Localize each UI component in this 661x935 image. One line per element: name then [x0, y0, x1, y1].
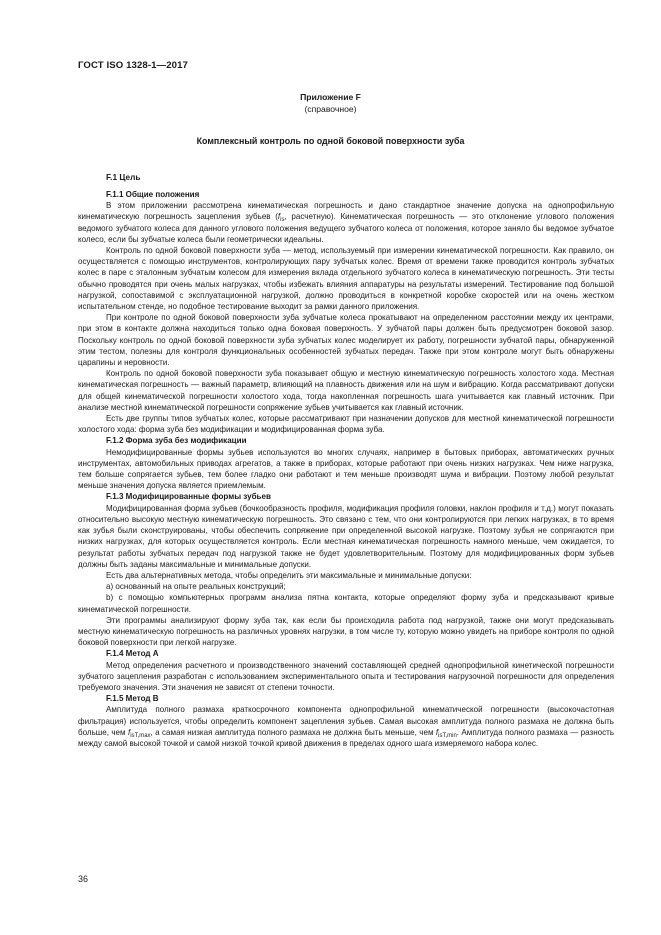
paragraph-f11-3: При контроле по одной боковой поверхности зуба зубчатые колеса прокатывают на определенном расстоянии между их центрами, при этом в контакте должна находиться только одна боковая поверхность. У зубчатой пары должен быть предусмотрен боковой зазор. Поскольку контроль по одной боковой поверхности зуба зубчатых колес моделирует их работу, погрешности зубчатой пары, обнаруженной этим тестом, полезны для контроля функциональных особенностей зубчатых передач. Также при этом контроле могут быть обнаружены царапины и неровности.: [78, 313, 614, 368]
subsection-heading-f11: F.1.1 Общие положения: [106, 190, 200, 199]
paragraph-f11-1: В этом приложении рассмотрена кинематическая погрешность и дано стандартное значение допуска на однопрофильную кинематическую погрешность зацепления зубьев ($f_{is}$, расчетную). Кинематическая погрешность — это отклонение углового положения ведомого зубчатого колеса для данного углового положения ведущего зубчатого колеса от положения, которое заняло бы ведомое зубчатое колесо, если бы зубчатые колеса были геометрически идеальны.: [78, 201, 614, 244]
standard-designation: ГОСТ ISO 1328-1—2017: [78, 60, 188, 71]
subsection-heading-f12: F.1.2 Форма зуба без модификации: [106, 436, 247, 446]
paragraph-f13-1: Модифицированная форма зубьев (бочкообразность профиля, модификация профиля головки, наклон профиля и т.д.) могут показать относительно высокую местную кинематическую погрешность. Это связано с тем, что они контролируются при легких нагрузках, в то время как зубья были сконструированы, чтобы обеспечить сопряжение при определенной высокой нагрузке. Поэтому зубья не сопрягаются при низких нагрузках, для которых осуществляется контроль. Если местная кинематическая погрешность намного меньше, чем ожидается, то результат работы зубчатых передач под нагрузкой также не будет удовлетворительным. Поэтому для модифицированных форм зубьев должны быть заданы максимальные и минимальные допуски.: [78, 503, 614, 569]
paragraph-f11-5: Есть две группы типов зубчатых колес, которые рассматривают при назначении допусков для местной кинематической погрешности холостого хода: форма зуба без модификации и модифицированная форма зуба.: [78, 414, 614, 435]
section-heading-f1: F.1 Цель: [106, 172, 141, 182]
subsection-heading-f13: F.1.3 Модифицированные формы зубьев: [106, 492, 271, 502]
paragraph-f15-1: Амплитуда полного размаха краткосрочного компонента однопрофильной кинематической погрешности (высокочастотная фильтрация) используется, чтобы определить компонент зацепления зубьев. Самая высокая амплитуда полного размаха не должна быть больше, чем $f_{isT,max}$, а самая низкая амплитуда полного размаха не должна быть меньше, чем $f_{isT,min}$. Амплитуда полного размаха — разность между самой высокой точкой и самой низкой точкой кривой движения в пределах одного шага измеряемого набора колес.: [78, 705, 615, 748]
paragraph-f12-1: Немодифицированные формы зубьев используются во многих случаях, например в бытовых приборах, автоматических ручных инструментах, автомобильных приводах агрегатов, а также в приборах, которые работают при очень низких нагрузках. Чем ниже нагрузка, тем больше сопрягается зубьев, тем более гладко они работают и тем меньше производят шума и вибрации. Поэтому любой результат меньше значения допуска является приемлемым.: [78, 447, 614, 491]
annex-subtitle: (справочное): [304, 104, 357, 114]
page-number: 36: [78, 874, 89, 884]
annex-title: Приложение F: [300, 92, 361, 102]
subsection-heading-f15: F.1.5 Метод В: [106, 694, 159, 704]
paragraph-f11-2: Контроль по одной боковой поверхности зуба — метод, используемый при измерении кинематической погрешности. Как правило, он осуществляется с помощью инструментов, контролирующих пару зубчатых колес. Время от времени также проводится контроль зубчатых колес в паре с эталонным зубчатым колесом для измерения вклада отдельного зубчатого колеса в кинематическую погрешность. Эти тесты обычно проводятся при очень малых нагрузках, чтобы избежать влияния аппаратуры на результаты измерений. Тестирование под большой нагрузкой, сопоставимой с эксплуатационной нагрузкой, должно проводиться в конкретной коробке скоростей или на очень жестком испытательном стенде, но подобное тестирование выходит за рамки данного приложения.: [78, 246, 614, 312]
paragraph-f14-1: Метод определения расчетного и производственного значений составляющей средней однопрофильной кинетической погрешности зубчатого зацепления разработан с использованием экспериментального опыта и тестирования нагрузочной погрешности для определения требуемого значения. Эти значения не зависят от степени точности.: [78, 660, 614, 692]
subsection-heading-f14: F.1.4 Метод А: [106, 649, 159, 659]
list-item-b: b) с помощью компьютерных программ анализа пятна контакта, которые определяют форму зуба и предсказывают кривые кинематической погрешности.: [78, 593, 614, 614]
paragraph-f13-2: Есть два альтернативных метода, чтобы определить эти максимальные и минимальные допуски:: [106, 570, 472, 580]
document-title: Комплексный контроль по одной боковой поверхности зуба: [196, 136, 465, 146]
paragraph-f11-4: Контроль по одной боковой поверхности зуба показывает общую и местную кинематическую погрешность холостого хода. Местная кинематическая погрешность — важный параметр, влияющий на плавность движения или на шум и вибрацию. Когда рассматривают допуски для общей кинематической погрешности холостого хода, тогда накопленная погрешность шага учитывается как главный источник. При анализе местной кинематической погрешности сопряжение зубьев учитывается как главный источник.: [78, 369, 614, 412]
body-text: [78, 189, 614, 749]
symbol-f-max: f: [127, 727, 131, 737]
symbol-f-min: f: [435, 727, 439, 737]
paragraph-f13-3: Эти программы анализируют форму зуба так, как если бы происходила работа под нагрузкой, также они могут предсказывать местную кинематическую погрешность на различных уровнях нагрузки, в том числе ту, которую можно увидеть на приборе контроля по одной боковой поверхности при легкой нагрузке.: [78, 615, 614, 648]
list-item-a: a) основанный на опыте реальных конструкций;: [106, 582, 286, 592]
symbol-f: f: [277, 212, 281, 222]
